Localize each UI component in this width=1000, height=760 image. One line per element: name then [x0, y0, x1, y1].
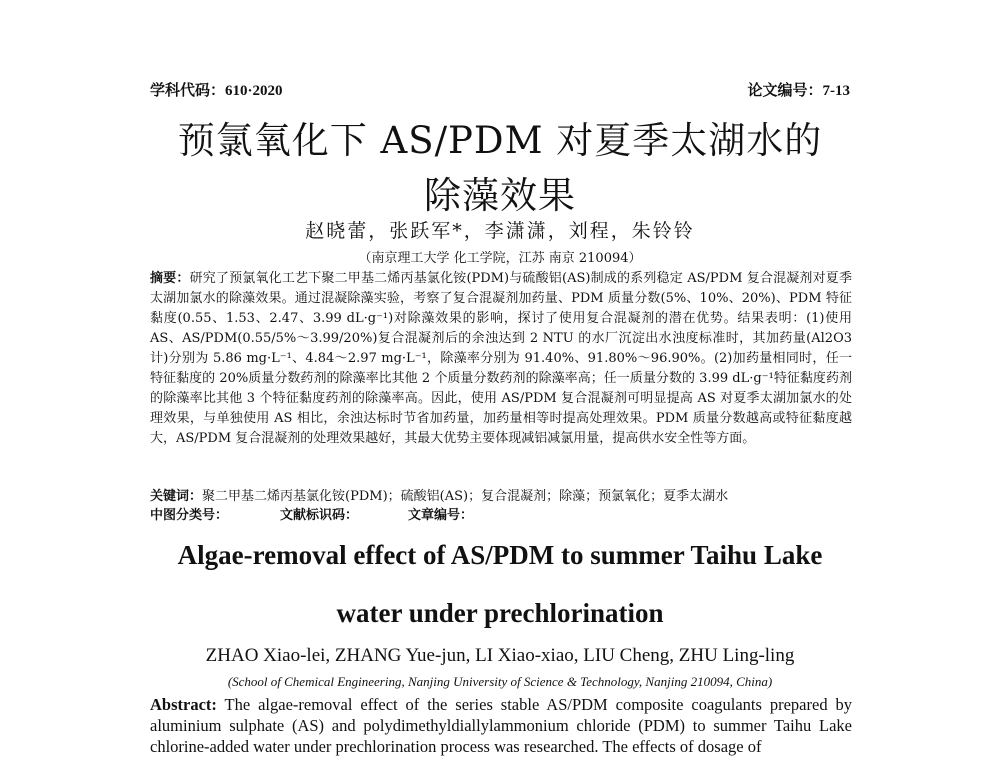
doc-code-label: 文献标识码：	[280, 508, 359, 523]
abstract-cn	[150, 269, 852, 449]
paper-number: 论文编号：7-13	[747, 83, 850, 99]
abstract-en	[150, 694, 852, 757]
clc-label: 中图分类号：	[150, 508, 229, 523]
title-en-line1: Algae-removal effect of AS/PDM to summer Taihu Lake	[177, 540, 823, 570]
keywords-cn-text: 聚二甲基二烯丙基氯化铵(PDM)；硫酸铝(AS)；复合混凝剂；除藻；预氯氧化；夏季太湖水	[202, 489, 729, 504]
abstract-cn-text: 研究了预氯氧化工艺下聚二甲基二烯丙基氯化铵(PDM)与硫酸铝(AS)制成的系列稳定 AS/PDM 复合混凝剂对夏季太湖加氯水的除藻效果。通过混凝除藻实验，考察了复合混凝剂加药量、PDM 质量分数(5%、10%、20%)、PDM 特征黏度(0.55、1.53、2.47、3.99 dL·g⁻¹)对除藻效果的影响，探讨了使用复合混凝剂的潜在优势。结果表明：(1)使用 AS、AS/PDM(0.55/5%～3.99/20%)复合混凝剂后的余浊达到 2 NTU 的水厂沉淀出水浊度标准时，其加药量(Al2O3 计)分别为 5.86 mg·L⁻¹、4.84～2.97 mg·L⁻¹，除藻率分别为 91.40%、91.80%～96.90%。(2)加药量相同时，任一特征黏度的 20%质量分数药剂的除藻率比其他 2 个质量分数药剂的除藻率高；任一质量分数的 3.99 dL·g⁻¹特征黏度药剂的除藻率比其他 3 个特征黏度药剂的除藻率高。因此，使用 AS/PDM 复合混凝剂可明显提高 AS 对夏季太湖加氯水的处理效果，与单独使用 AS 相比，余浊达标时节省加药量，加药量相等时提高处理效果。PDM 质量分数越高或特征黏度越大，AS/PDM 复合混凝剂的处理效果越好，其最大优势主要体现减铝减氯用量，提高供水安全性等方面。	[150, 271, 852, 446]
authors-cn: 赵晓蕾，张跃军*，李潇潇，刘程，朱铃铃	[305, 220, 695, 242]
abstract-cn-label: 摘要：	[150, 271, 190, 286]
keywords-cn	[150, 488, 852, 506]
abstract-en-label: Abstract:	[150, 695, 217, 714]
subject-code: 学科代码：610·2020	[150, 83, 283, 99]
title-cn-line2: 除藻效果	[424, 174, 576, 217]
keywords-cn-label: 关键词：	[150, 489, 203, 504]
abstract-en-text: The algae-removal effect of the series stable AS/PDM composite coagulants prepared by aluminium sulphate (AS) and polydimethyldiallylammonium chloride (PDM) to summer Taihu Lake chlorine-added water under prechlorination process was researched. The effects of dosage of	[150, 695, 852, 756]
affiliation-cn: （南京理工大学 化工学院，江苏 南京 210094）	[358, 251, 642, 266]
authors-en: ZHAO Xiao-lei, ZHANG Yue-jun, LI Xiao-xiao, LIU Cheng, ZHU Ling-ling	[205, 645, 795, 666]
classification-row	[150, 507, 852, 525]
title-cn-line1: 预氯氧化下 AS/PDM 对夏季太湖水的	[177, 119, 823, 162]
header-meta	[150, 79, 850, 103]
affiliation-en: (School of Chemical Engineering, Nanjing University of Science & Technology, Nanjing 210094, China)	[227, 674, 773, 689]
title-en-line2: water under prechlorination	[336, 598, 664, 628]
article-no-label: 文章编号：	[408, 508, 474, 523]
